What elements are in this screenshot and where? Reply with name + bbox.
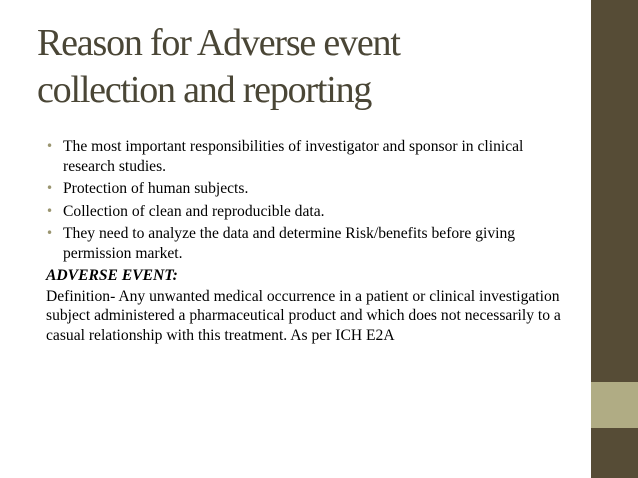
bullet-dot-icon: • bbox=[46, 139, 54, 153]
bullet-text: Protection of human subjects. bbox=[63, 180, 249, 197]
title-line-2: collection and reporting bbox=[37, 69, 372, 111]
bullet-item bbox=[46, 137, 576, 176]
bullet-item bbox=[46, 179, 576, 199]
side-accent-block bbox=[591, 382, 638, 428]
bullet-dot-icon: • bbox=[46, 226, 54, 240]
bullet-dot-icon: • bbox=[46, 203, 54, 218]
bullet-text: Collection of clean and reproducible data. bbox=[63, 202, 325, 220]
bullet-list bbox=[46, 137, 576, 263]
adverse-event-heading: ADVERSE EVENT: bbox=[46, 267, 178, 284]
definition-paragraph: Definition- Any unwanted medical occurrence in a patient or clinical investigation subject administered a pharmaceutical product and which does not necessarily to a casual relationship with this treatment. As per ICH E2A bbox=[46, 287, 561, 344]
bullet-item bbox=[46, 202, 576, 222]
bullet-text: They need to analyze the data and determine Risk/benefits before giving permission market. bbox=[63, 225, 516, 262]
bullet-dot-icon: • bbox=[46, 181, 54, 195]
slide-body bbox=[46, 137, 576, 345]
bullet-text: The most important responsibilities of investigator and sponsor in clinical research studies. bbox=[63, 138, 524, 175]
bullet-item bbox=[46, 224, 576, 263]
title-line-1: Reason for Adverse event bbox=[37, 22, 400, 64]
slide-title bbox=[37, 20, 577, 114]
